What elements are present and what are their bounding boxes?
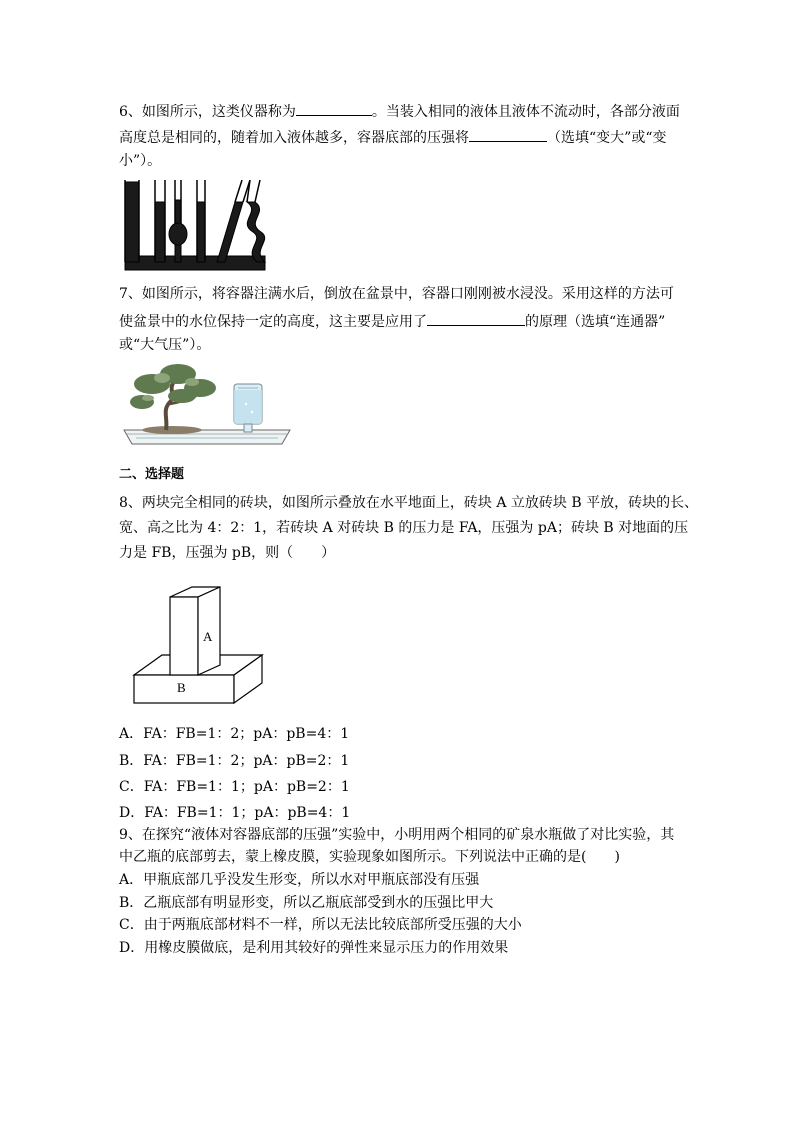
q6-line-2-end: （选填“变大”或“变: [547, 130, 667, 146]
q8-line-3: 力是 FB，压强为 pB，则（ ）: [119, 545, 336, 561]
q8-option-d[interactable]: D．FA：FB=1：1；pA：pB=4：1: [119, 805, 351, 821]
q6-line-2-text: 高度总是相同的，随着加入液体越多，容器底部的压强将: [119, 130, 469, 146]
q9-option-c[interactable]: C．由于两瓶底部材料不一样，所以无法比较底部所受压强的大小: [119, 917, 522, 933]
q6-text-b: 。当装入相同的液体且液体不流动时，各部分液面: [371, 104, 680, 120]
q8-option-a[interactable]: A．FA：FB=1：2；pA：pB=4：1: [119, 726, 350, 742]
q6-answer-blank-2[interactable]: [469, 127, 547, 142]
bricks-figure: [130, 585, 270, 705]
q9-option-a[interactable]: A．甲瓶底部几乎没发生形变，所以水对甲瓶底部没有压强: [119, 872, 480, 888]
q7-line-3: 或“大气压”）。: [119, 337, 211, 353]
brick-a-label: A: [203, 629, 213, 644]
q8-option-c[interactable]: C．FA：FB=1：1；pA：pB=2：1: [119, 779, 350, 795]
q6-line-1: [119, 101, 680, 121]
connected-vessels-figure: [119, 180, 279, 275]
q7-line-1: 7、如图所示，将容器注满水后，倒放在盆景中，容器口刚刚被水浸没。采用这样的方法可: [119, 286, 674, 302]
q9-line-1: 9、在探究“液体对容器底部的压强”实验中，小明用两个相同的矿泉水瓶做了对比实验，其: [119, 827, 675, 843]
q9-option-b[interactable]: B．乙瓶底部有明显形变，所以乙瓶底部受到水的压强比甲大: [119, 895, 494, 911]
q8-line-2: 宽、高之比为 4：2：1，若砖块 A 对砖块 B 的压力是 FA，压强为 pA；砖块 B 对地面的压: [119, 520, 689, 536]
q7-line-2-end: 的原理（选填“连通器”: [525, 314, 666, 330]
q8-option-b[interactable]: B．FA：FB=1：2；pA：pB=2：1: [119, 753, 350, 769]
q7-line-2: [119, 311, 665, 331]
q7-line-2-text: 使盆景中的水位保持一定的高度，这主要是应用了: [119, 314, 427, 330]
q9-line-2: 中乙瓶的底部剪去，蒙上橡皮膜，实验现象如图所示。下列说法中正确的是( ): [119, 849, 620, 865]
q6-text-a: 6、如图所示，这类仪器称为: [119, 104, 296, 120]
q8-line-1: 8、两块完全相同的砖块，如图所示叠放在水平地面上，砖块 A 立放砖块 B 平放，砖块的长、: [119, 495, 699, 511]
q6-line-3: 小”）。: [119, 153, 162, 169]
q6-line-2: [119, 127, 666, 147]
bonsai-bottle-figure: [122, 360, 292, 452]
bricks-drawing: [130, 585, 270, 705]
brick-b-label: B: [177, 680, 186, 695]
q7-answer-blank[interactable]: [427, 311, 525, 326]
q6-answer-blank-1[interactable]: [296, 101, 372, 116]
q9-option-d[interactable]: D．用橡皮膜做底，是利用其较好的弹性来显示压力的作用效果: [119, 940, 509, 956]
section-heading: 二、选择题: [119, 467, 185, 482]
